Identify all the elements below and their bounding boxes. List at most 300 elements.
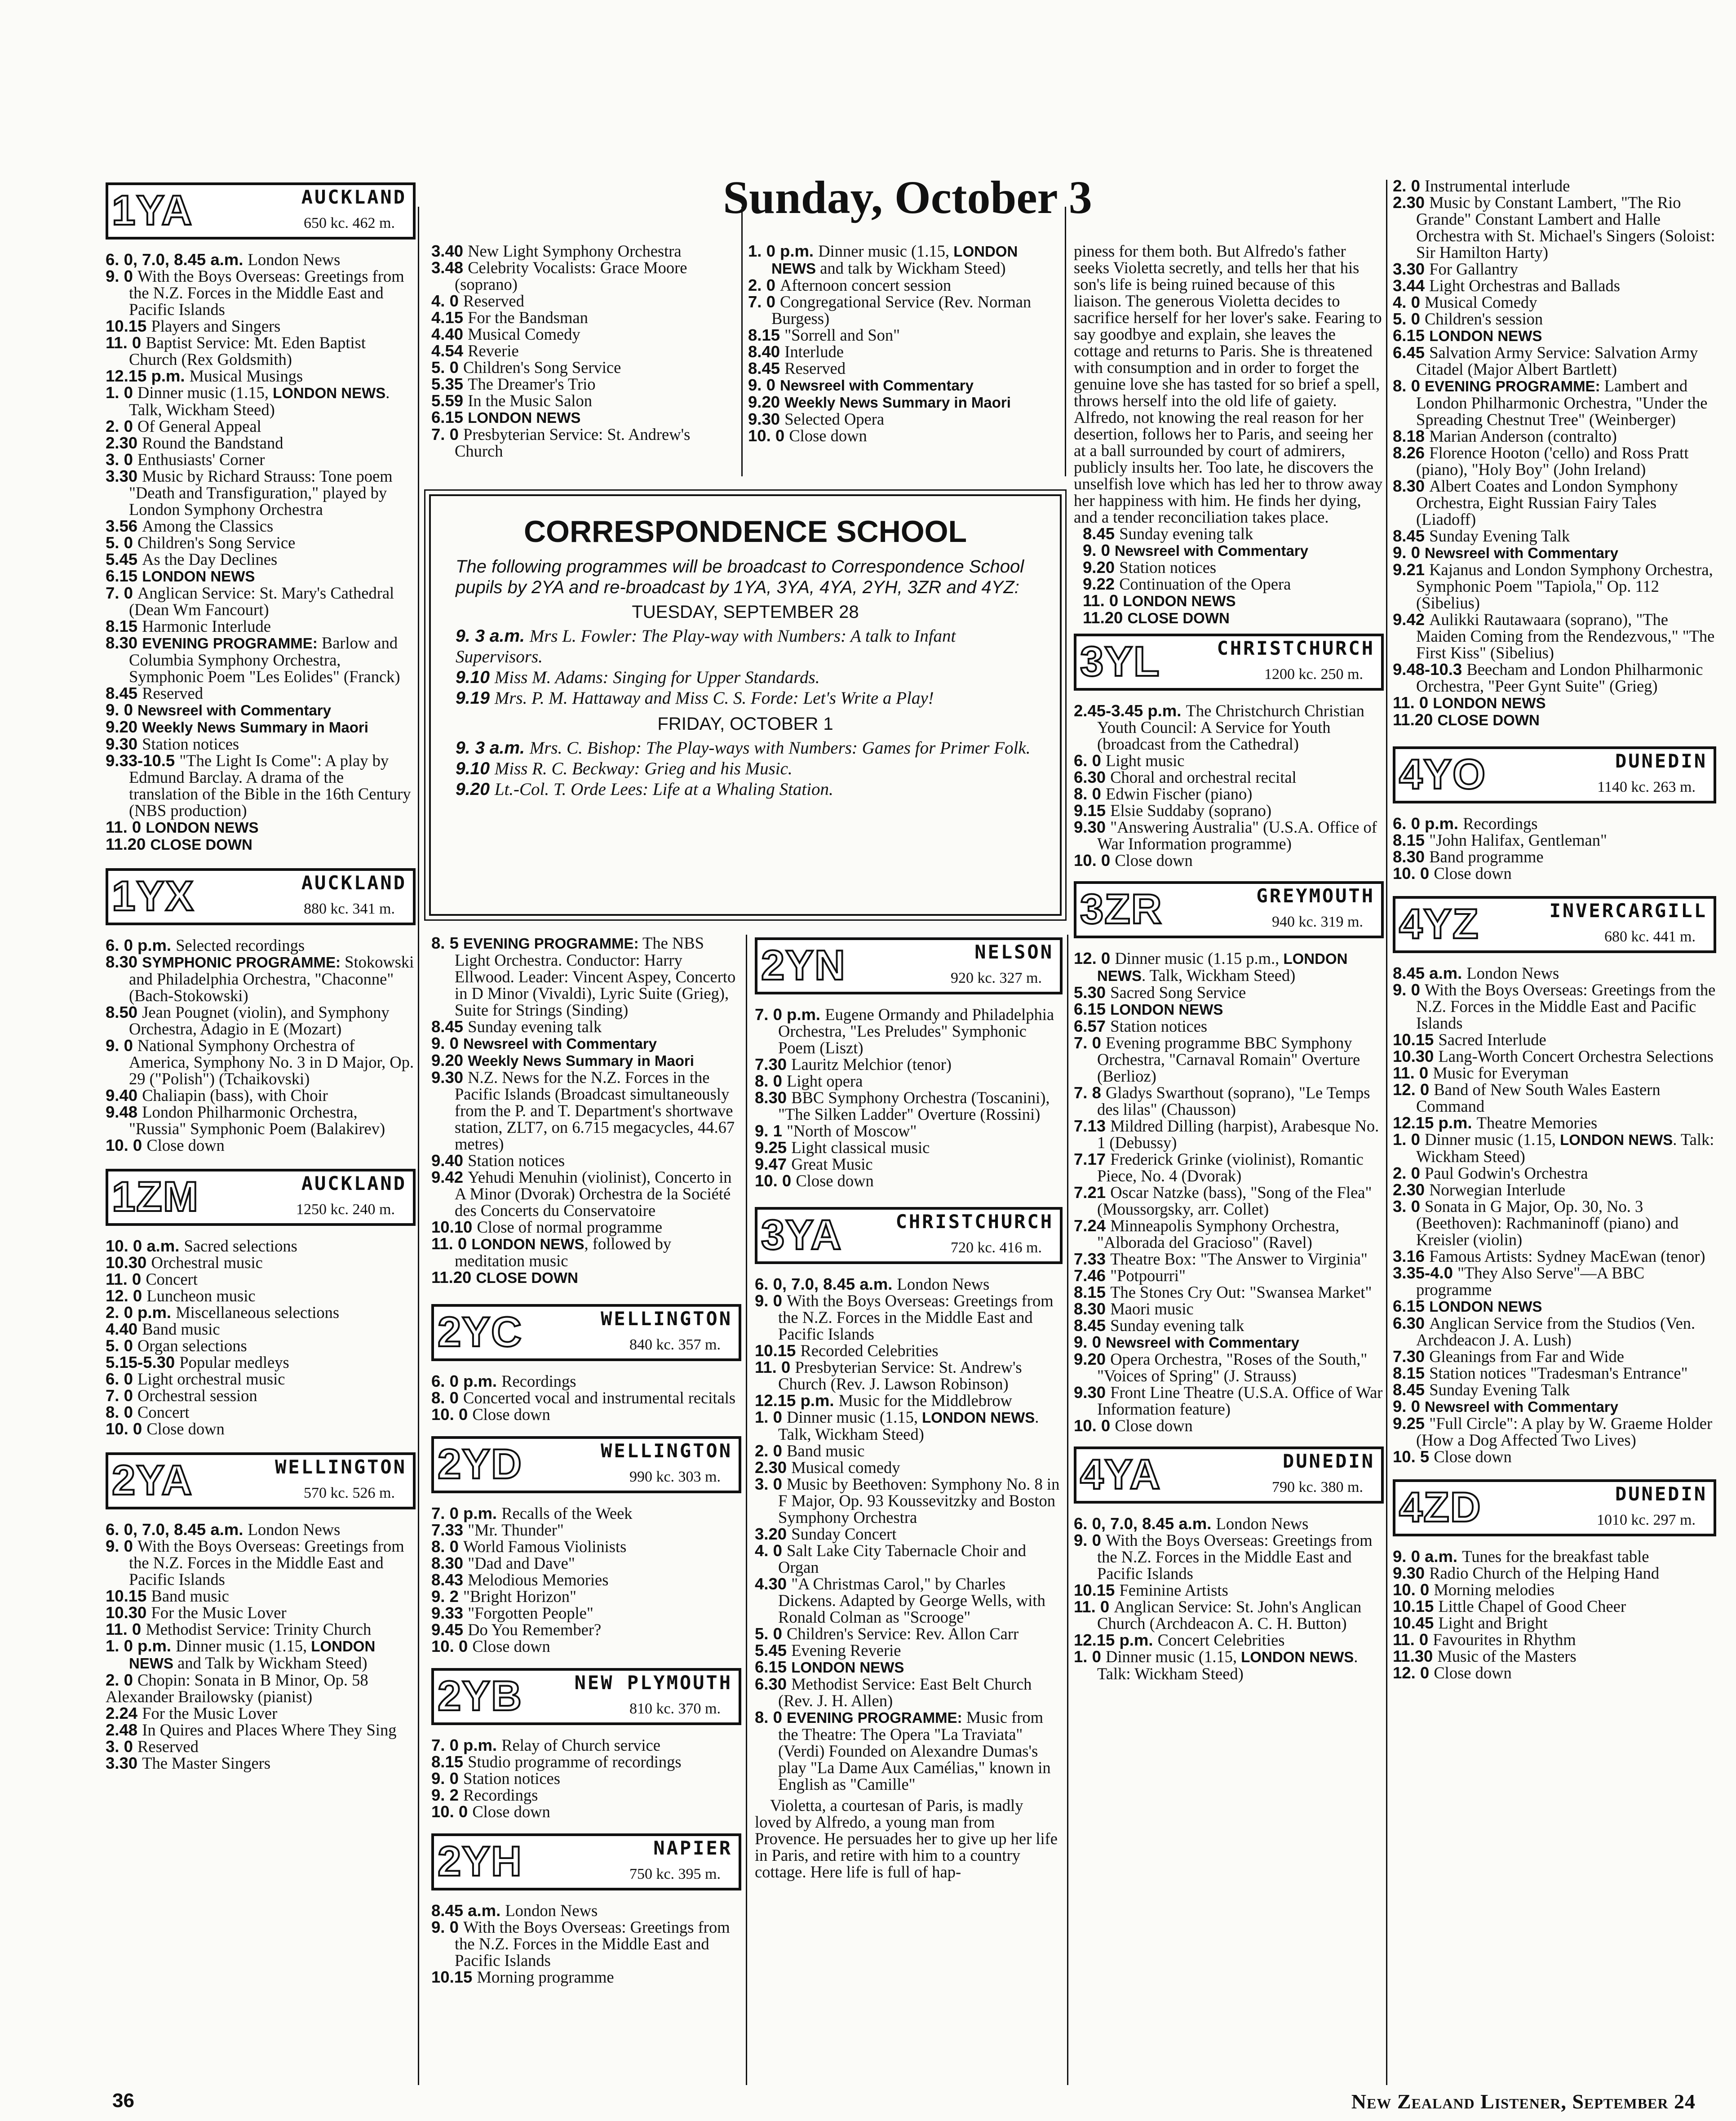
program-item: 11.20 CLOSE DOWN [106,835,252,853]
correspondence-day-2: FRIDAY, OCTOBER 1 [657,714,833,734]
program-item: 8.30 Band programme [1393,848,1544,866]
correspondence-list-2 [456,738,1035,800]
correspondence-school-box [429,494,1062,916]
station-call-sign: 2YD [438,1440,523,1487]
program-item: 3.48 Celebrity Vocalists: Grace Moore (soprano) [431,258,687,293]
program-list-2yh [431,1902,741,1985]
program-item: 7. 0 p.m. Relay of Church service [431,1736,660,1754]
program-item: 4. 0 Salt Lake City Tabernacle Choir and Organ [755,1541,1026,1576]
program-item: 9. 0 National Symphony Orchestra of America, Symphony No. 3 in D Major, Op. 29 ("Polish") (Tchaikovski) [106,1036,414,1088]
program-item: 8.30 Maori music [1074,1300,1194,1318]
program-item: 7. 0 Evening programme BBC Symphony Orchestra, "Carnaval Romain" Overture (Berlioz) [1074,1034,1360,1085]
traviata-synopsis-1: Violetta, a courtesan of Paris, is madly loved by Alfredo, a young man from Provence. He persuades her to give up her life in Paris, and retire with him to a country cottage. Here life is full of hap- [755,1796,1058,1881]
program-item: 1. 0 Dinner music (1.15, LONDON NEWS. Talk, Wickham Steed) [106,383,390,419]
program-item: 3.35-4.0 "They Also Serve"—A BBC programme [1393,1264,1645,1299]
station-name: DUNEDIN [1615,750,1707,772]
program-item: 6. 0 p.m. Selected recordings [106,936,305,954]
column-rule-1 [418,207,419,2085]
program-list-2ya-cont2 [431,935,741,1286]
station-name: CHRISTCHURCH [1217,637,1375,659]
station-header-1yx [106,868,416,925]
station-name: GREYMOUTH [1256,885,1375,907]
program-item: 3.44 Light Orchestras and Ballads [1393,276,1620,295]
program-item: 2.30 Musical comedy [755,1458,900,1477]
program-list-1ya [106,251,416,853]
station-header-2yh [431,1833,741,1890]
program-item: 8.45 Sunday Evening Talk [1393,1380,1570,1399]
program-item: 7.17 Frederick Grinke (violinist), Romantic Piece, No. 4 (Dvorak) [1074,1150,1364,1185]
program-item: 10.15 Players and Singers [106,317,281,335]
station-frequency: 790 kc. 380 m. [1271,1479,1363,1495]
program-item: 9. 0 With the Boys Overseas: Greetings from the N.Z. Forces in the Middle East and Pacific Islands [755,1291,1054,1343]
program-item: 12.15 p.m. Concert Celebrities [1074,1631,1285,1649]
program-item: 9. 0 Newsreel with Commentary [1393,1397,1618,1415]
program-item: 5.35 The Dreamer's Trio [431,375,596,393]
program-item: 12.15 p.m. Musical Musings [106,367,303,385]
program-item: 9. 2 Recordings [431,1786,538,1804]
station-header-4yo [1393,746,1716,803]
correspondence-intro: The following programmes will be broadcast to Correspondence School pupils by 2YA and re-broadcast by 1YA, 3YA, 4YA, 2YH, 3ZR and 4YZ: [456,557,1024,597]
program-item: 11. 0 LONDON NEWS [1393,693,1546,712]
program-item: 3. 0 Music by Beethoven: Symphony No. 8 in F Major, Op. 93 Koussevitzky and Boston Symphony Orchestra [755,1475,1060,1526]
program-item: 9.20 Weekly News Summary in Maori [748,393,1011,411]
program-item: 11. 0 Baptist Service: Mt. Eden Baptist Church (Rex Goldsmith) [106,333,366,368]
program-item: 12. 0 Close down [1393,1664,1512,1682]
program-item: 12. 0 Band of New South Wales Eastern Command [1393,1080,1661,1115]
program-item: 8. 0 EVENING PROGRAMME: Music from the Theatre: The Opera "La Traviata" (Verdi) Founded on Alexandre Dumas's play "La Dame Aux Camélias," known in English as "Camille" [755,1708,1051,1793]
program-item: 6.15 LONDON NEWS [431,408,581,426]
program-item: 3.20 Sunday Concert [755,1525,897,1543]
program-item: 9.20 Station notices [1083,558,1217,577]
station-frequency: 880 kc. 341 m. [303,901,395,917]
station-call-sign: 1YA [112,186,193,234]
program-item: 9.42 Aulikki Rautawaara (soprano), "The Maiden Coming from the Rendezvous," "The First Kiss" (Sibelius) [1393,610,1715,662]
program-item: 8.15 "Sorrell and Son" [748,326,900,344]
program-item: 1. 0 Dinner music (1.15, LONDON NEWS. Talk: Wickham Steed) [1074,1647,1358,1683]
program-item: 5.45 As the Day Declines [106,550,278,568]
program-item: 3. 0 Sonata in G Major, Op. 30, No. 3 (Beethoven): Rachmaninoff (piano) and Kreisler (violin) [1393,1197,1679,1249]
program-item: 6. 0, 7.0, 8.45 a.m. London News [1074,1514,1309,1533]
station-frequency: 1200 kc. 250 m. [1264,666,1363,683]
program-item: 8.45 Sunday Evening Talk [1393,527,1570,545]
program-item: 10. 0 Close down [1074,1416,1193,1435]
program-item: 7. 0 Orchestral session [106,1386,257,1405]
program-item: 6.15 LONDON NEWS [1074,1000,1223,1018]
program-list-3zr [1074,950,1384,1434]
column-rule-5 [746,935,747,2085]
program-item: 7.30 Lauritz Melchior (tenor) [755,1055,952,1074]
program-list-4ya-cont [1393,177,1716,728]
station-name: WELLINGTON [275,1456,407,1478]
program-item: 7. 0 p.m. Recalls of the Week [431,1504,633,1522]
program-item: 11. 0 Methodist Service: Trinity Church [106,1620,372,1638]
station-header-4ya [1074,1447,1384,1504]
program-item: 11. 0 LONDON NEWS [106,818,259,836]
station-header-2yc [431,1304,741,1361]
program-item: 10. 0 Close down [755,1171,874,1190]
lesson-item: 9. 3 a.m. Mrs L. Fowler: The Play-way with Numbers: A talk to Infant Supervisors. [456,626,956,666]
column-3-top [748,243,1060,444]
publication-footer: New Zealand Listener, September 24 [1351,2090,1696,2113]
program-item: 9.22 Continuation of the Opera [1083,575,1291,593]
program-item: 6.30 Anglican Service from the Studios (Ven. Archdeacon J. A. Lush) [1393,1314,1696,1349]
program-item: 9. 0 With the Boys Overseas: Greetings from the N.Z. Forces in the Middle East and Pacific Islands [431,1918,730,1970]
station-call-sign: 3YL [1080,638,1160,685]
program-item: 7. 0 Anglican Service: St. Mary's Cathedral (Dean Wm Fancourt) [106,584,394,619]
station-name: AUCKLAND [301,1172,407,1194]
program-item: 5. 0 Children's session [1393,310,1543,328]
station-frequency: 1250 kc. 240 m. [296,1201,395,1218]
program-item: 9.20 Weekly News Summary in Maori [106,718,368,736]
lesson-item: 9.10 Miss R. C. Beckway: Grieg and his Music. [456,759,793,778]
program-item: 9. 0 With the Boys Overseas: Greetings from the N.Z. Forces in the Middle East and Pacific Islands [1074,1531,1373,1583]
program-list-4yo [1393,815,1716,882]
program-item: 11.30 Music of the Masters [1393,1647,1577,1665]
program-item: 9.33-10.5 "The Light Is Come": A play by Edmund Barclay. A drama of the translation of the Bible in the 16th Century (NBS production) [106,751,411,820]
program-item: 8. 0 Concerted vocal and instrumental recitals [431,1389,736,1407]
program-item: 9.40 Station notices [431,1151,565,1170]
program-item: 10. 0 Close down [106,1136,225,1154]
program-item: 12.15 p.m. Music for the Middlebrow [755,1391,1012,1410]
program-item: 4.15 For the Bandsman [431,308,588,327]
program-item: 10. 0 a.m. Sacred selections [106,1237,297,1255]
program-item: 7.46 "Potpourri" [1074,1266,1186,1285]
station-header-1zm [106,1169,416,1226]
column-1 [106,180,416,1771]
program-item: 5. 0 Organ selections [106,1336,247,1355]
station-name: AUCKLAND [301,872,407,894]
program-item: 7.30 Gleanings from Far and Wide [1393,1347,1624,1366]
program-item: 9. 0 Newsreel with Commentary [1083,541,1308,559]
program-item: 9.48-10.3 Beecham and London Philharmonic Orchestra, "Peer Gynt Suite" (Grieg) [1393,660,1703,695]
lesson-item: 9. 3 a.m. Mrs. C. Bishop: The Play-ways with Numbers: Games for Primer Folk. [456,738,1031,758]
program-item: 7.21 Oscar Natzke (bass), "Song of the Flea" (Moussorgsky, arr. Collet) [1074,1183,1372,1218]
program-item: 5.30 Sacred Song Service [1074,983,1246,1002]
program-item: 4.40 Band music [106,1320,220,1338]
column-rule-4 [1386,180,1387,2085]
program-item: 8.15 Station notices "Tradesman's Entrance" [1393,1364,1688,1382]
program-item: 11.20 CLOSE DOWN [1393,710,1540,729]
program-item: 6. 0 p.m. Recordings [431,1372,576,1390]
program-item: 2.45-3.45 p.m. The Christchurch Christian Youth Council: A Service for Youth (broadcast from the Cathedral) [1074,701,1364,753]
program-item: 11. 0 Presbyterian Service: St. Andrew's Church (Rev. J. Lawson Robinson) [755,1358,1022,1393]
program-item: 8.45 Sunday evening talk [1083,524,1253,543]
program-item: 10.30 For the Music Lover [106,1603,287,1622]
program-item: 8. 0 Edwin Fischer (piano) [1074,785,1253,803]
program-item: 2.48 In Quires and Places Where They Sing [106,1721,397,1739]
program-item: 10. 0 Close down [1393,864,1512,883]
program-item: 5.15-5.30 Popular medleys [106,1353,289,1371]
program-item: 9.30 Radio Church of the Helping Hand [1393,1564,1660,1582]
program-item: 9.47 Great Music [755,1155,873,1173]
program-item: 7. 0 Presbyterian Service: St. Andrew's Church [431,425,691,460]
station-frequency: 990 kc. 303 m. [629,1469,721,1485]
program-item: 11. 0 LONDON NEWS, followed by meditation music [431,1234,672,1270]
program-item: 9.21 Kajanus and London Symphony Orchestra, Symphonic Poem "Tapiola," Op. 112 (Sibelius) [1393,560,1713,612]
station-frequency: 720 kc. 416 m. [950,1239,1042,1256]
station-name: AUCKLAND [301,186,407,208]
column-rule-2 [741,207,743,476]
program-item: 8.45 a.m. London News [431,1901,598,1920]
program-item: 1. 0 p.m. Dinner music (1.15, LONDON NEWS and Talk by Wickham Steed) [106,1637,376,1672]
station-header-1ya [106,182,416,240]
program-item: 3. 0 Enthusiasts' Corner [106,450,265,469]
program-list-3ya [755,1276,1063,1793]
station-call-sign: 3YA [761,1211,842,1258]
program-list-1yx [106,937,416,1154]
station-call-sign: 4YO [1399,750,1487,798]
program-item: 9.48 London Philharmonic Orchestra, "Russia" Symphonic Poem (Balakirev) [106,1103,385,1138]
program-item: 9.40 Chaliapin (bass), with Choir [106,1086,328,1105]
program-item: 11. 0 LONDON NEWS [1083,591,1236,610]
column-5 [1393,177,1716,1681]
program-item: 8.15 Studio programme of recordings [431,1753,682,1771]
program-item: 9.42 Yehudi Menuhin (violinist), Concerto in A Minor (Dvorak) Orchestra de la Société des Concerts du Conservatoire [431,1168,732,1220]
program-item: 7.24 Minneapolis Symphony Orchestra, "Alborada del Gracioso" (Ravel) [1074,1216,1340,1251]
program-item: 10.15 Morning programme [431,1968,614,1986]
program-item: 8. 0 Light opera [755,1072,863,1090]
program-item: 8.15 "John Halifax, Gentleman" [1393,831,1607,849]
program-item: 10. 0 Close down [431,1637,550,1655]
program-item: 2. 0 Instrumental interlude [1393,177,1570,195]
program-item: 6. 0 p.m. Recordings [1393,814,1538,833]
program-item: 9. 0 With the Boys Overseas: Greetings from the N.Z. Forces in the Middle East and Pacific Islands [1393,981,1716,1032]
program-item: 9. 0 Newsreel with Commentary [431,1034,657,1052]
program-item: 11.20 CLOSE DOWN [431,1268,578,1287]
program-item: 11. 0 Concert [106,1270,198,1288]
program-item: 8.45 a.m. London News [1393,964,1559,982]
program-item: 6.15 LONDON NEWS [1393,326,1542,345]
program-item: 4.40 Musical Comedy [431,325,580,343]
column-rule-3 [1065,207,1066,476]
program-item: 3. 0 Reserved [106,1737,199,1756]
program-item: Alexander Brailowsky (pianist) [106,1687,313,1706]
program-item: 10. 0 Close down [106,1420,225,1438]
station-header-3zr [1074,881,1384,938]
column-rule-6 [1067,935,1068,2085]
program-item: 3.30 For Gallantry [1393,260,1518,278]
program-item: 7.33 Theatre Box: "The Answer to Virginia" [1074,1250,1368,1268]
program-list-2ya-cont [431,243,737,459]
program-list-2yb [431,1737,741,1820]
program-item: 9. 0 Newsreel with Commentary [1393,543,1618,562]
program-item: 6.30 Methodist Service: East Belt Church (Rev. J. H. Allen) [755,1675,1032,1710]
station-header-4yz [1393,896,1716,953]
program-item: 8.30 EVENING PROGRAMME: Barlow and Columbia Symphony Orchestra, Symphonic Poem "Les Eolides" (Franck) [106,634,400,686]
program-list-2yn [755,1006,1063,1189]
program-item: 8.30 "Dad and Dave" [431,1554,575,1572]
program-item: 8. 0 EVENING PROGRAMME: Lambert and London Philharmonic Orchestra, "Under the Spreading Chestnut Tree" (Weinberger) [1393,377,1708,429]
program-item: 2. 0 p.m. Miscellaneous selections [106,1303,340,1322]
station-frequency: 940 kc. 319 m. [1271,914,1363,930]
station-frequency: 840 kc. 357 m. [629,1336,721,1353]
station-frequency: 750 kc. 395 m. [629,1866,721,1882]
program-item: 9.30 Station notices [106,735,239,753]
program-item: 1. 0 Dinner music (1.15, LONDON NEWS. Talk, Wickham Steed) [755,1408,1039,1443]
program-list-2yh-cont [748,243,1060,444]
program-item: 9.30 "Answering Australia" (U.S.A. Office of War Information programme) [1074,818,1377,853]
station-name: NAPIER [653,1837,732,1859]
program-item: 6.30 Choral and orchestral recital [1074,768,1297,786]
program-item: 2. 0 Afternoon concert session [748,276,952,294]
station-frequency: 1010 kc. 297 m. [1596,1512,1696,1528]
lesson-item: 9.19 Mrs. P. M. Hattaway and Miss C. S. Forde: Let's Write a Play! [456,688,934,708]
program-item: 2. 0 Paul Godwin's Orchestra [1393,1164,1588,1182]
program-item: 12. 0 Dinner music (1.15 p.m., LONDON NEWS. Talk, Wickham Steed) [1074,949,1348,985]
correspondence-title: CORRESPONDENCE SCHOOL [523,515,967,549]
program-list-3ya-cont [1083,525,1384,626]
program-item: 7. 0 Congregational Service (Rev. Norman Burgess) [748,293,1032,328]
column-4 [1074,243,1384,1682]
station-header-3yl [1074,634,1384,691]
station-name: INVERCARGILL [1549,900,1707,922]
station-name: WELLINGTON [601,1308,732,1330]
program-item: 6. 0, 7.0, 8.45 a.m. London News [106,1520,341,1539]
program-item: 9.20 Weekly News Summary in Maori [431,1051,694,1069]
program-item: 3.56 Among the Classics [106,517,274,535]
correspondence-list-1 [456,626,1035,709]
program-item: 10. 0 Close down [748,426,867,445]
program-item: 10. 0 Close down [1074,851,1193,870]
program-item: 9.30 Selected Opera [748,410,885,428]
program-item: 9. 0 With the Boys Overseas: Greetings from the N.Z. Forces in the Middle East and Pacific Islands [106,1537,404,1589]
program-item: 8.30 SYMPHONIC PROGRAMME: Stokowski and Philadelphia Orchestra, "Chaconne" (Bach-Stokowski) [106,953,414,1005]
program-item: 6.57 Station notices [1074,1017,1208,1035]
station-call-sign: 2YH [438,1837,523,1885]
station-name: CHRISTCHURCH [895,1211,1054,1233]
program-item: 2.30 Norwegian Interlude [1393,1180,1566,1199]
station-header-3ya [755,1207,1063,1264]
program-item: 10.10 Close of normal programme [431,1218,663,1236]
program-item: 8. 0 Concert [106,1403,190,1421]
program-item: 9.20 Opera Orchestra, "Roses of the South," "Voices of Spring" (J. Strauss) [1074,1350,1368,1385]
program-item: 8.50 Jean Pougnet (violin), and Symphony Orchestra, Adagio in E (Mozart) [106,1003,390,1038]
program-item: 3.30 The Master Singers [106,1754,271,1772]
program-list-4yz [1393,965,1716,1465]
program-item: 5. 0 Children's Service: Rev. Allon Carr [755,1624,1019,1643]
program-item: 3.16 Famous Artists: Sydney MacEwan (tenor) [1393,1247,1705,1265]
program-item: 9. 0 Newsreel with Commentary [748,376,974,394]
page-number: 36 [112,2090,134,2112]
station-call-sign: 2YC [438,1308,523,1355]
program-item: 8. 5 EVENING PROGRAMME: The NBS Light Orchestra. Conductor: Harry Ellwood. Leader: Vincent Aspey, Concerto in D Minor (Vivaldi), Lyric Suite (Grieg), Suite for Strings (Sinding) [431,934,736,1019]
program-item: 10.15 Band music [106,1587,229,1605]
program-item: 2. 0 Of General Appeal [106,417,261,435]
page-title: Sunday, October 3 [723,172,1092,223]
station-call-sign: 4YZ [1399,900,1479,947]
program-item: 10.30 Lang-Worth Concert Orchestra Selections [1393,1047,1714,1065]
program-item: 11. 0 Music for Everyman [1393,1064,1569,1082]
program-list-2ya [106,1521,416,1771]
program-item: 8.30 BBC Symphony Orchestra (Toscanini), "The Silken Ladder" Overture (Rossini) [755,1088,1050,1123]
program-item: 2.30 Music by Constant Lambert, "The Rio Grande" Constant Lambert and Halle Orchestra with St. Michael's Singers (Soloist: Sir Hamilton Harty) [1393,193,1715,262]
program-item: 12.15 p.m. Theatre Memories [1393,1114,1598,1132]
program-list-4zd [1393,1548,1716,1681]
station-frequency: 810 kc. 370 m. [629,1700,721,1717]
program-item: 9.45 Do You Remember? [431,1620,602,1639]
program-item: 9.33 "Forgotten People" [431,1604,593,1622]
station-frequency: 650 kc. 462 m. [303,215,395,231]
program-item: 9. 0 Newsreel with Commentary [106,701,331,719]
program-list-1zm [106,1238,416,1437]
correspondence-day-1: TUESDAY, SEPTEMBER 28 [632,602,859,622]
program-item: 8.45 Reserved [748,359,846,377]
program-item: 5. 0 Children's Song Service [431,358,621,377]
program-item: 2. 0 Chopin: Sonata in B Minor, Op. 58 [106,1671,368,1689]
program-item: 7.33 "Mr. Thunder" [431,1521,564,1539]
program-item: 6.15 LONDON NEWS [1393,1297,1542,1315]
program-item: 10. 0 Close down [431,1405,550,1424]
station-frequency: 680 kc. 441 m. [1604,928,1696,945]
program-list-3yl [1074,702,1384,869]
program-item: 7.13 Mildred Dilling (harpist), Arabesque No. 1 (Debussy) [1074,1117,1379,1152]
program-item: 11. 0 Anglican Service: St. John's Anglican Church (Archdeacon A. C. H. Button) [1074,1597,1362,1633]
program-item: 10. 0 Close down [431,1802,550,1821]
column-2-lower [431,935,741,1985]
lesson-item: 9.20 Lt.-Col. T. Orde Lees: Life at a Whaling Station. [456,780,833,799]
program-item: 10.30 Orchestral music [106,1253,263,1272]
station-header-2yb [431,1668,741,1725]
program-item: 8.45 Sunday evening talk [1074,1316,1244,1335]
program-item: 2.30 Round the Bandstand [106,434,283,452]
program-item: 12. 0 Luncheon music [106,1287,256,1305]
station-call-sign: 1ZM [112,1173,199,1220]
station-call-sign: 4YA [1080,1451,1161,1498]
program-item: 9. 0 a.m. Tunes for the breakfast table [1393,1547,1649,1566]
program-item: 9. 0 With the Boys Overseas: Greetings from the N.Z. Forces in the Middle East and Pacific Islands [106,267,404,319]
program-item: 9.30 N.Z. News for the N.Z. Forces in the Pacific Islands (Broadcast simultaneously from the P. and T. Department's shortwave station, ZLT7, on 6.715 megacycles, 44.67 metres) [431,1068,735,1153]
program-item: 1. 0 Dinner music (1.15, LONDON NEWS. Talk: Wickham Steed) [1393,1130,1714,1166]
program-item: 2. 0 Band music [755,1442,865,1460]
column-3-lower [755,935,1063,1880]
station-header-2yd [431,1436,741,1493]
program-item: 8.45 Reserved [106,684,203,702]
station-call-sign: 2YN [761,941,846,989]
station-name: DUNEDIN [1615,1483,1707,1505]
program-item: 8.15 The Stones Cry Out: "Swansea Market" [1074,1283,1372,1301]
station-call-sign: 2YA [112,1456,193,1504]
program-item: 6. 0 Light music [1074,751,1185,770]
program-item: 10.15 Little Chapel of Good Cheer [1393,1597,1626,1615]
program-item: 10.15 Feminine Artists [1074,1581,1228,1599]
station-call-sign: 4ZD [1399,1483,1482,1531]
program-item: 9. 1 "North of Moscow" [755,1122,917,1140]
column-2-top [431,243,737,459]
program-item: 8. 0 World Famous Violinists [431,1537,627,1556]
station-header-2ya [106,1452,416,1509]
program-item: 11. 0 Favourites in Rhythm [1393,1630,1576,1649]
program-item: 10. 5 Close down [1393,1447,1512,1466]
program-item: 2.24 For the Music Lover [106,1704,278,1722]
program-item: 8.15 Harmonic Interlude [106,617,271,635]
program-list-4ya [1074,1515,1384,1682]
program-item: 8.45 Sunday evening talk [431,1017,602,1036]
program-item: 6. 0, 7.0, 8.45 a.m. London News [106,250,341,269]
station-call-sign: 1YX [112,872,195,919]
station-header-2yn [755,937,1063,994]
station-frequency: 570 kc. 526 m. [303,1485,395,1501]
program-item: 7. 0 p.m. Eugene Ormandy and Philadelphia Orchestra, "Les Preludes" Symphonic Poem (Liszt) [755,1005,1054,1057]
program-item: 5.45 Evening Reverie [755,1641,901,1660]
program-item: 3.40 New Light Symphony Orchestra [431,242,682,260]
program-item: 10.15 Recorded Celebrities [755,1341,939,1360]
program-item: 9.25 "Full Circle": A play by W. Graeme Holder (How a Dog Affected Two Lives) [1393,1414,1713,1449]
program-item: 3.30 Music by Richard Strauss: Tone poem "Death and Transfiguration," played by London Symphony Orchestra [106,467,393,519]
program-item: 9. 0 Newsreel with Commentary [1074,1333,1299,1351]
station-name: NELSON [974,941,1054,963]
station-frequency: 920 kc. 327 m. [950,970,1042,986]
program-item: 4.30 "A Christmas Carol," by Charles Dickens. Adapted by George Wells, with Ronald Colman as "Scrooge" [755,1575,1045,1626]
